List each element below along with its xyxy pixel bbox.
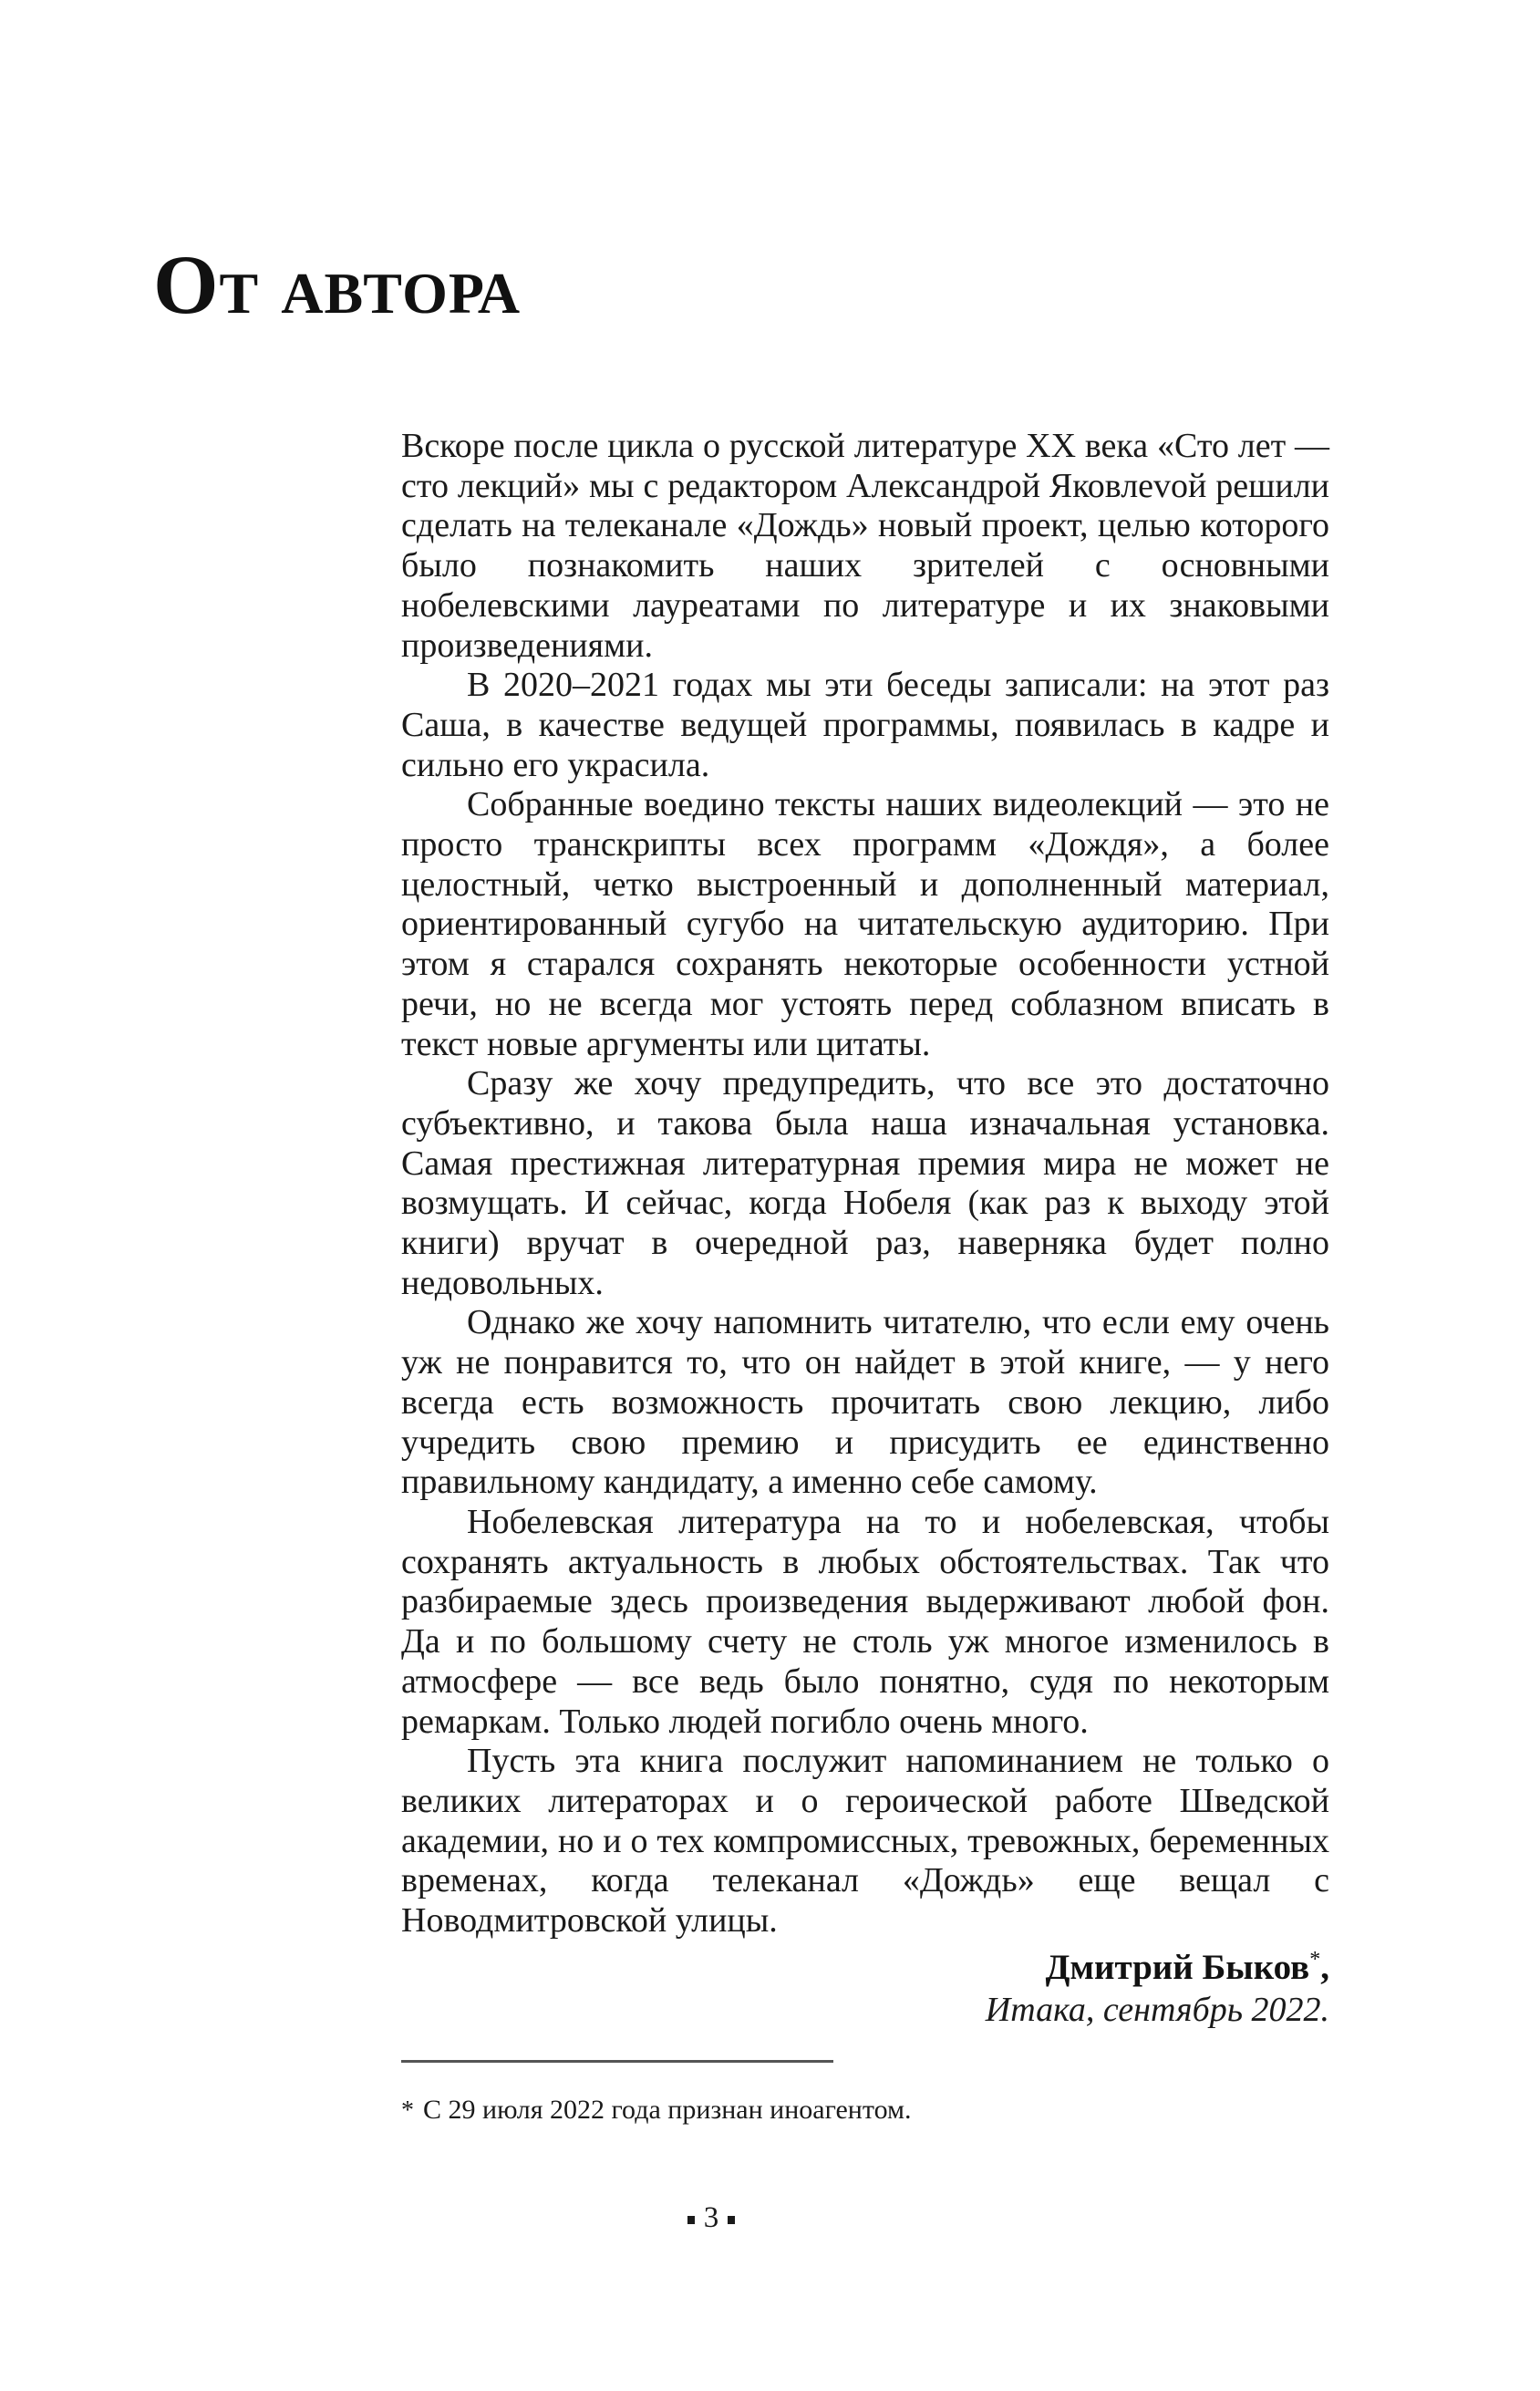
author-name: Дмитрий Быков: [1045, 1948, 1310, 1987]
chapter-title: От автора: [153, 238, 522, 331]
paragraph-4: Сразу же хочу предупредить, что все это достаточно субъективно, и такова была наша изначальная установка. Самая престижная литературная премия мира не может не возмущать. И сейчас, когда Нобеля (как раз к выходу этой книги) вручат в очередной раз, наверняка будет полно недовольных.: [401, 1064, 1329, 1302]
footnote-mark: *: [401, 2096, 414, 2125]
footnote-text: С 29 июля 2022 года признан иноагентом.: [423, 2095, 912, 2125]
body-text: [401, 427, 1329, 1941]
author-signature: [986, 1939, 1329, 2031]
author-name-comma: ,: [1320, 1948, 1329, 1987]
author-footnote-mark: *: [1309, 1948, 1321, 1972]
page-number-right-bullet: [728, 2216, 735, 2224]
author-name-line: [986, 1939, 1329, 1989]
paragraph-5: Однако же хочу напомнить читателю, что если ему очень уж не понравится то, что он найдет в этой книге, — у него всегда есть возможность прочитать свою лекцию, либо учредить свою премию и присудить ее единственно правильному кандидату, а именно себе самому.: [401, 1303, 1329, 1502]
paragraph-3: Собранные воедино тексты наших видеолекций — это не просто транскрипты всех программ «Дождя», а более целостный, четко выстроенный и дополненный материал, ориентированный сугубо на читательскую аудиторию. При этом я старался сохранять некоторые особенности устной речи, но не всегда мог устоять перед соблазном вписать в текст новые аргументы или цитаты.: [401, 785, 1329, 1063]
page-number-value: 3: [703, 2201, 719, 2234]
page-number: [666, 2200, 757, 2236]
footnote-divider: [401, 2060, 833, 2063]
page-number-left-bullet: [687, 2216, 695, 2224]
paragraph-7: Пусть эта книга послужит напоминанием не только о великих литераторах и о героической работе Шведской академии, но и о тех компромиссных, тревожных, беременных временах, когда телеканал «Дождь» еще вещал с Новодмитровской улицы.: [401, 1742, 1329, 1941]
paragraph-6: Нобелевская литература на то и нобелевская, чтобы сохранять актуальность в любых обстоятельствах. Так что разбираемые здесь произведения выдерживают любой фон. Да и по большому счету не столь уж многое изменилось в атмосфере — все ведь было понятно, судя по некоторым ремаркам. Только людей погибло очень много.: [401, 1502, 1329, 1741]
place-date: Итака, сентябрь 2022.: [985, 1991, 1329, 2029]
footnote: [401, 2094, 912, 2127]
paragraph-1: Вскоре после цикла о русской литературе XX века «Сто лет — сто лекций» мы с редактором Александрой Яковлеvой решили сделать на телеканале «Дождь» новый проект, целью которого было познакомить наших зрителей с основными нобелевскими лауреатами по литературе и их знаковыми произведениями.: [401, 427, 1329, 665]
paragraph-2: В 2020–2021 годах мы эти беседы записали: на этот раз Саша, в качестве ведущей программы, появилась в кадре и сильно его украсила.: [401, 666, 1329, 784]
